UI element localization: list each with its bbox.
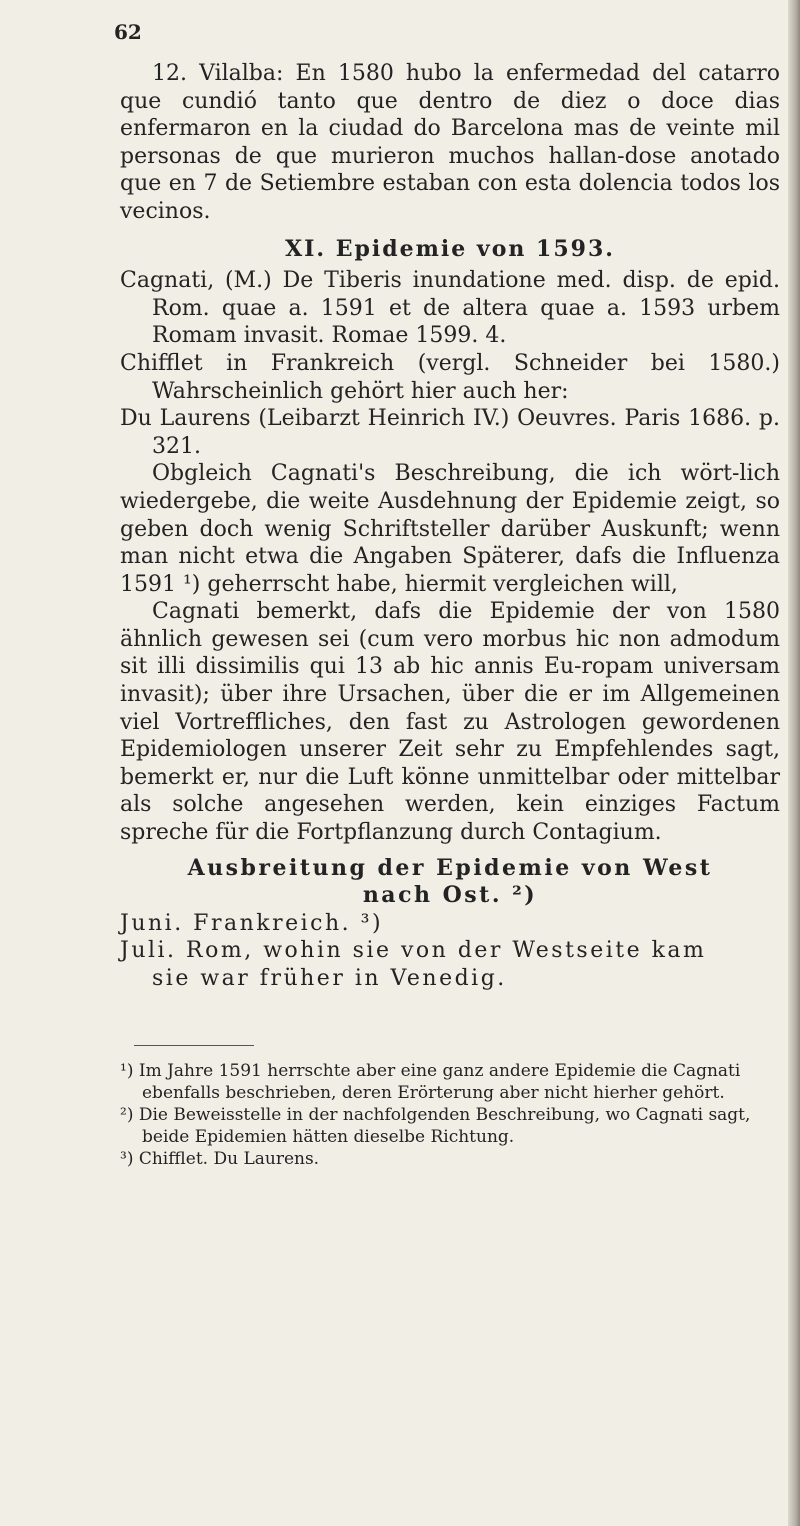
reference-cagnati: Cagnati, (M.) De Tiberis inundatione med. disp. de epid. Rom. quae a. 1591 et de altera quae a. 1593 urbem Romam invasit. Romae 1599. 4. xyxy=(120,268,780,349)
paragraph-obgleich: Obgleich Cagnati's Beschreibung, die ich wört-lich wiedergebe, die weite Ausdehnung der Epidemie zeigt, so geben doch wenig Schriftsteller darüber Auskunft; wenn man nicht etwa die Angaben Späterer, dafs die Influenza 1591 ¹) geherrscht habe, hiermit vergleichen will, xyxy=(120,461,780,597)
page-content xyxy=(120,60,780,1170)
spread-heading-line1: Ausbreitung der Epidemie von West xyxy=(187,854,713,881)
spread-heading-line2: nach Ost. ²) xyxy=(362,882,538,909)
footnote-divider xyxy=(134,1045,254,1046)
timeline-july-continued: sie war früher in Venedig. xyxy=(152,966,507,991)
body-text xyxy=(120,60,780,993)
footnote-1: ¹) Im Jahre 1591 herrschte aber eine ganz andere Epidemie die Cagnati ebenfalls beschrieben, deren Erörterung aber nicht hierher gehört. xyxy=(120,1060,741,1103)
section-heading-epidemie-1593: XI. Epidemie von 1593. xyxy=(285,235,615,262)
page-number: 62 xyxy=(114,20,142,44)
footnote-3: ³) Chifflet. Du Laurens. xyxy=(120,1148,320,1169)
page-edge-shadow xyxy=(788,0,800,1526)
footnote-2: ²) Die Beweisstelle in der nachfolgenden Beschreibung, wo Cagnati sagt, beide Epidemien hätten dieselbe Richtung. xyxy=(120,1104,751,1147)
entry-12-vilalba: 12. Vilalba: En 1580 hubo la enfermedad del catarro que cundió tanto que dentro de diez o doce dias enfermaron en la ciudad do Barcelona mas de veinte mil personas de que murieron muchos hallan-dose anotado que en 7 de Setiembre estaban con esta dolencia todos los vecinos. xyxy=(120,61,780,224)
reference-chifflet: Chifflet in Frankreich (vergl. Schneider bei 1580.) Wahrscheinlich gehört hier auch her: xyxy=(120,350,780,404)
paragraph-cagnati-bemerkt: Cagnati bemerkt, dafs die Epidemie der von 1580 ähnlich gewesen sei (cum vero morbus hic non admodum sit illi dissimilis qui 13 ab hic annis Eu-ropam universam invasit); über ihre Ursachen, über die er im Allgemeinen viel Vortreffliches, den fast zu Astrologen gewordenen Epidemiologen unserer Zeit sehr zu Empfehlendes sagt, bemerkt er, nur die Luft könne unmittelbar oder mittelbar als solche angesehen werden, kein einziges Factum spreche für die Fortpflanzung durch Contagium. xyxy=(120,599,780,846)
reference-du-laurens: Du Laurens (Leibarzt Heinrich IV.) Oeuvres. Paris 1686. p. 321. xyxy=(120,406,780,459)
timeline-july: Juli. Rom, wohin sie von der Westseite kam xyxy=(120,938,707,964)
footnotes xyxy=(120,1060,780,1170)
timeline-june: Juni. Frankreich. ³) xyxy=(120,910,384,936)
